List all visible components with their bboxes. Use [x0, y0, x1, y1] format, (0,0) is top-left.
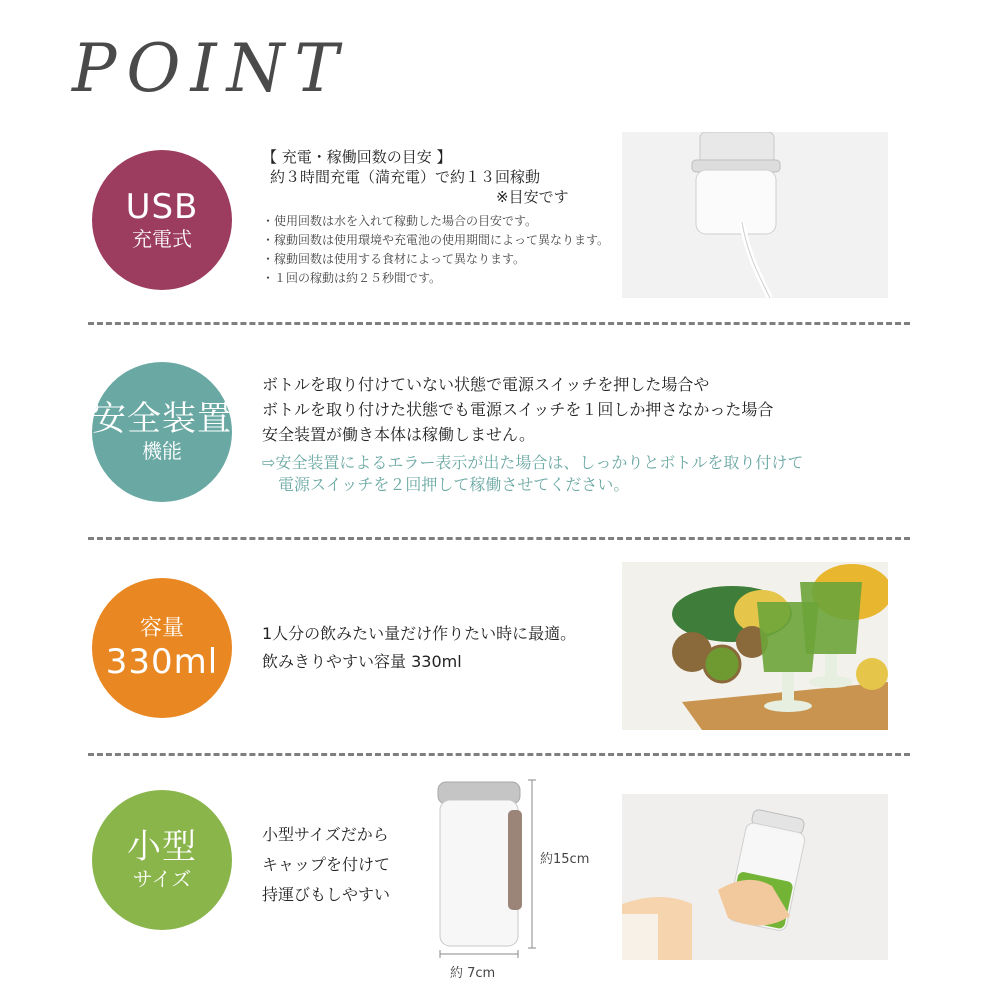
compact-badge: [92, 790, 232, 930]
capacity-text-2: 飲みきりやすい容量 330ml: [262, 652, 462, 671]
safety-hint-1: ⇨安全装置によるエラー表示が出た場合は、しっかりとボトルを取り付けて: [262, 453, 804, 472]
compact-badge-title: 小型: [127, 827, 197, 867]
compact-text-2: キャップを付けて: [262, 855, 391, 874]
section-divider-2: [88, 537, 910, 540]
safety-badge: [92, 362, 232, 502]
capacity-badge-title: 容量: [139, 616, 184, 641]
usb-badge: [92, 150, 232, 290]
safety-hint-2: 電源スイッチを２回押して稼働させてください。: [262, 475, 630, 494]
usage-note-3: ・稼動回数は使用する食材によって異なります。: [262, 252, 526, 266]
usb-badge-title: USB: [125, 187, 199, 227]
smoothie-photo: [622, 562, 888, 730]
capacity-badge: [92, 578, 232, 718]
charging-device-photo: [622, 132, 888, 298]
page-title: POINT: [72, 30, 349, 107]
height-label: 約15cm: [540, 852, 590, 867]
usb-badge-subtitle: 充電式: [132, 227, 192, 251]
compact-text-1: 小型サイズだから: [262, 825, 389, 844]
safety-text-3: 安全装置が働き本体は稼働しません。: [262, 425, 535, 444]
usage-note-4: ・１回の稼動は約２５秒間です。: [262, 271, 442, 285]
compact-badge-subtitle: サイズ: [132, 867, 192, 891]
capacity-badge-value: 330ml: [105, 642, 219, 682]
section-divider-1: [88, 322, 910, 325]
capacity-text-1: 1人分の飲みたい量だけ作りたい時に最適。: [262, 624, 577, 643]
safety-badge-title: 安全装置: [92, 399, 232, 439]
section-divider-3: [88, 753, 910, 756]
usage-note-1: ・使用回数は水を入れて稼動した場合の目安です。: [262, 214, 538, 228]
safety-text-1: ボトルを取り付けていない状態で電源スイッチを押した場合や: [262, 375, 710, 394]
width-label: 約 7cm: [450, 966, 496, 981]
hand-holding-bottle-photo: [622, 794, 888, 960]
compact-text-3: 持運びもしやすい: [262, 885, 391, 904]
bottle-dimension-illustration: [432, 770, 602, 980]
usage-note-2: ・稼動回数は使用環境や充電池の使用期間によって異なります。: [262, 233, 610, 247]
charge-info: 約３時間充電（満充電）で約１３回稼動: [270, 168, 541, 186]
charge-heading: 【 充電・稼働回数の目安 】: [262, 148, 452, 166]
safety-text-2: ボトルを取り付けた状態でも電源スイッチを１回しか押さなかった場合: [262, 400, 774, 419]
charge-estimate-note: ※目安です: [496, 188, 569, 206]
safety-badge-subtitle: 機能: [142, 439, 182, 463]
